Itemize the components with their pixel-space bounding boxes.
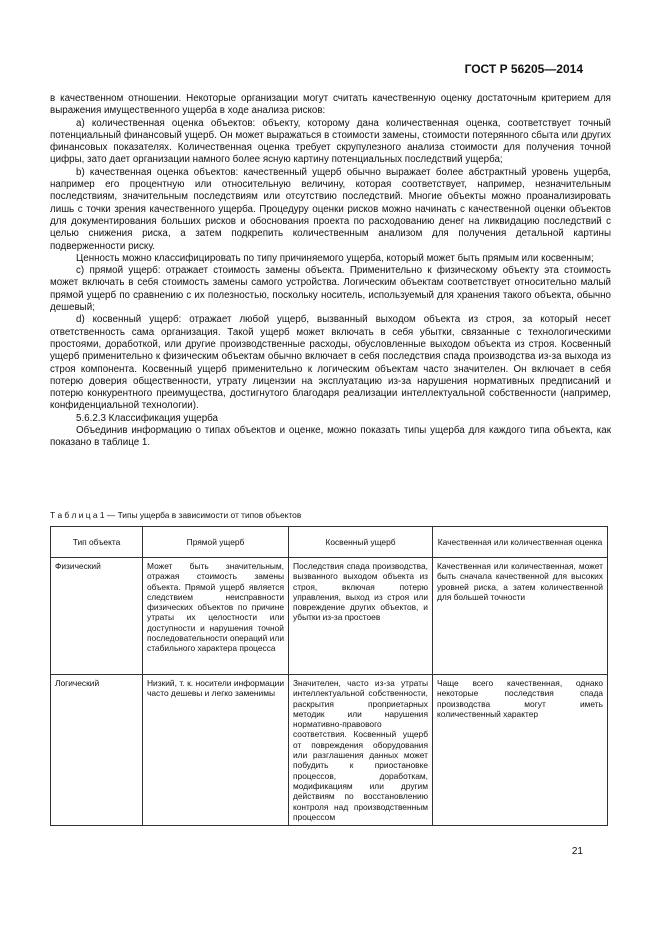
cell-direct: Низкий, т. к. носители информации часто дешевы и легко заменимы xyxy=(143,675,289,826)
table-header-row xyxy=(51,527,608,558)
paragraph-intro: в качественном отношении. Некоторые организации могут считать качественную оценку достаточным критерием для выражения имущественного ущерба в ходе анализа рисков: xyxy=(50,93,611,117)
cell-type: Физический xyxy=(51,558,143,675)
cell-type: Логический xyxy=(51,675,143,826)
table-caption: Т а б л и ц а 1 — Типы ущерба в зависимости от типов объектов xyxy=(50,510,302,520)
paragraph-classification: Ценность можно классифицировать по типу причиняемого ущерба, который может быть прямым или косвенным; xyxy=(76,252,594,264)
table-row xyxy=(51,675,608,826)
body-text xyxy=(50,93,611,450)
table-row xyxy=(51,558,608,675)
cell-assessment: Чаще всего качественная, однако некоторые последствия спада производства могут иметь количественный характер xyxy=(433,675,608,826)
paragraph-item-a: a) количественная оценка объектов: объекту, которому дана количественная оценка, соответствует точный потенциальный финансовый ущерб. Он может выражаться в стоимости замены, стоимости потерянного сбыта или других финансовых показателях. Количественная оценка требует скрупулезного анализа стоимости для получения точной цифры, зато дает организации намного более ясную картину потенциальных последствий ущерба; xyxy=(50,117,611,166)
damage-types-table xyxy=(50,526,608,826)
column-header-assessment: Качественная или количественная оценка xyxy=(433,527,608,558)
paragraph-summary: Объединив информацию о типах объектов и оценке, можно показать типы ущерба для каждого типа объекта, как показано в таблице 1. xyxy=(50,425,611,449)
column-header-indirect: Косвенный ущерб xyxy=(289,527,433,558)
paragraph-item-b: b) качественная оценка объектов: качественный ущерб обычно выражает более абстрактный уровень ущерба, например его процентную или относительную величину, которая соответствует, например, незначительным последствиям, значительным последствиям или отсутствию последствий. Многие объекты можно проанализировать лишь с точки зрения качественного ущерба. Процедуру оценки рисков можно начинать с качественной оценки объектов для документирования больших рисков и обоснования проекта по расходованию денег на ликвидацию последствий с целью снижения риска, а затем подкрепить количественным анализом для получения детальной картины подверженности риску. xyxy=(50,166,611,252)
column-header-type: Тип объекта xyxy=(51,527,143,558)
paragraph-item-c: c) прямой ущерб: отражает стоимость замены объекта. Применительно к физическому объекту эта стоимость может включать в себя стоимость замены самого устройства. Логическим объектам соответствует относительно малый прямой ущерб по сравнению с их полезностью, поскольку носитель, используемый для хранения такого объекта, обычно дешевый; xyxy=(50,265,611,314)
paragraph-item-d: d) косвенный ущерб: отражает любой ущерб, вызванный выходом объекта из строя, за который несет ответственность сама организация. Такой ущерб может включать в себя убытки, связанные с технологическими простоями, доработкой, или другие производственные расходы, обусловленные выходом объекта из строя. Косвенный ущерб применительно к физическим объектам обычно включает в себя последствия спада производства из-за выхода из строя компонента. Косвенный ущерб применительно к логическим объектам часто значителен. Он включает в себя потерю доверия общественности, утрату лицензии на эксплуатацию из-за нарушения нормативных предписаний и потерю конкурентного преимущества, достигнутого благодаря реализации интеллектуальной собственности (например, конфиденциальной технологии). xyxy=(50,314,611,412)
section-heading: 5.6.2.3 Классификация ущерба xyxy=(76,412,218,424)
page-number: 21 xyxy=(571,846,583,857)
cell-indirect: Значителен, часто из-за утраты интеллектуальной собственности, раскрытия проприетарных методик или нарушения нормативно-правового соответствия. Косвенный ущерб от повреждения оборудования или разглашения данных может побудить к приостановке процессов, доработкам, модификациям или другим действиям по восстановлению контроля над производственным процессом xyxy=(289,675,433,826)
cell-direct: Может быть значительным, отражая стоимость замены объекта. Прямой ущерб является следствием неисправности физических объектов по причине утраты их целостности или доступности и нарушения точной последовательности операций или стабильного характера процесса xyxy=(143,558,289,675)
cell-assessment: Качественная или количественная, может быть сначала качественной для высоких уровней риска, а затем количественной для большей точности xyxy=(433,558,608,675)
cell-indirect: Последствия спада производства, вызванного выходом объекта из строя, включая потерю управления, выход из строя или повреждение других объектов, и убытки из-за простоев xyxy=(289,558,433,675)
column-header-direct: Прямой ущерб xyxy=(143,527,289,558)
document-header: ГОСТ Р 56205—2014 xyxy=(464,62,583,76)
